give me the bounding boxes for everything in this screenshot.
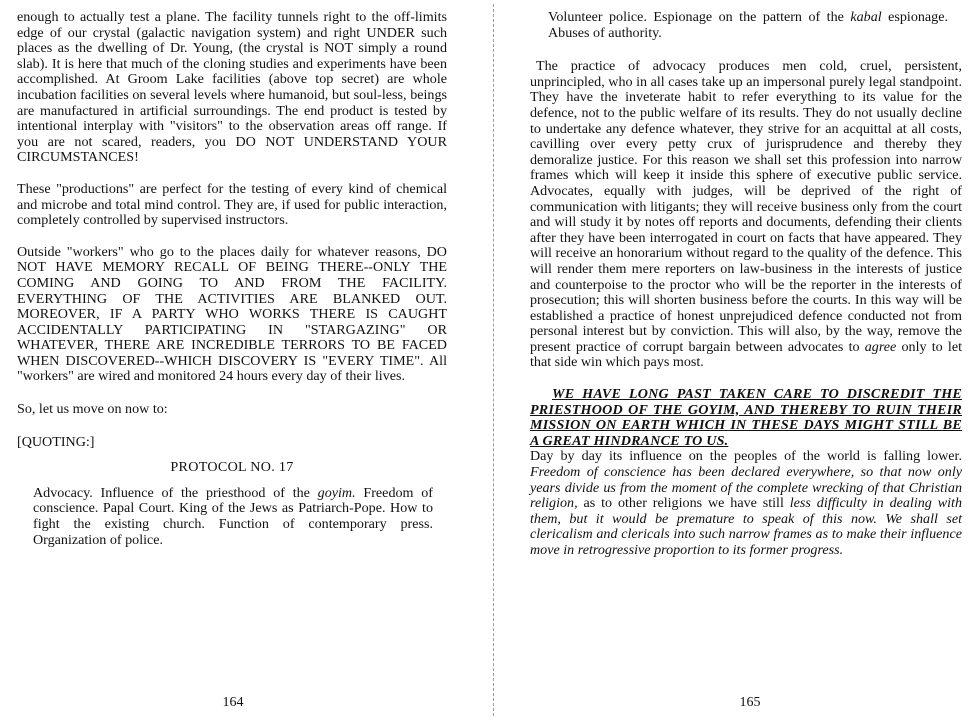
protocol-summary-part-2: Freedom of conscience. Papal Court. King of the Jews as Patriarch-Pope. How to fight the existing church. Function of contemporary press. Organization of police. xyxy=(33,484,433,548)
protocol-summary-part-1: Advocacy. Influence of the priesthood of the xyxy=(33,484,318,501)
advocacy-end: only to let that side win which pays most. xyxy=(530,338,962,371)
page-number-left: 164 xyxy=(222,695,244,710)
quoting-label: [QUOTING:] xyxy=(17,433,95,450)
protocol-summary-continued xyxy=(530,10,962,41)
right-page xyxy=(530,0,962,724)
priesthood-paragraph xyxy=(530,449,962,558)
advocacy-text: The practice of advocacy produces men cold, cruel, persistent, unprincipled, who in all cases take up an impersonal purely legal standpoint. They have the inveterate habit to refer everything to its value for the defence, not to the public welfare of its results. They do not usually decline to undertake any defence whatever, they strive for an acquittal at all costs, cavilling over every petty crux of jurisprudence and thereby they demoralize justice. For this reason we shall set this profession into narrow frames which will keep it inside this sphere of executive public service. Advocates, equally with judges, will be deprived of the right of communication with litigants; they will receive business only from the court and will study it by notes off reports and documents, defending their clients after they have been interrogated in court on facts that have appeared. They will receive an honorarium without regard to the quality of the defence. This will render them mere reporters on law-business in the interests of justice and counterpoise to the proctor who will be the reporter in the interests of prosecution; this will shorten business before the courts. In this way will be established a practice of honest unprejudiced defence conducted not from personal interest but by conviction. This will also, by the way, remove the present practice of corrupt bargain between advocates to xyxy=(530,58,962,355)
emphasis-heading: WE HAVE LONG PAST TAKEN CARE TO DISCREDIT THE PRIESTHOOD OF THE GOYIM, AND THEREBY TO RUIN THEIR MISSION ON EARTH WHICH IN THESE DAYS MIGHT STILL BE A GREAT HINDRANCE TO US. xyxy=(530,386,962,449)
advocacy-paragraph xyxy=(530,59,962,371)
priesthood-text-a: Day by day its influence on the peoples of the world is falling lower. xyxy=(530,448,962,465)
priesthood-text-c: as to other religions we have still xyxy=(577,495,790,512)
summary-kabal: kabal xyxy=(850,9,882,25)
protocol-title: PROTOCOL NO. 17 xyxy=(170,459,294,476)
advocacy-agree: agree xyxy=(864,338,897,355)
page-number-right: 165 xyxy=(739,695,761,710)
summary-cont-part-2: espionage. Abuses of authority. xyxy=(548,9,949,41)
left-page xyxy=(17,0,447,724)
left-paragraph-4: So, let us move on now to: xyxy=(17,401,168,418)
book-spine-divider xyxy=(493,4,494,716)
priesthood-text-b: Freedom of conscience has been declared everywhere, so that now only years divide us from the moment of the complete wrecking of that Christian religion, xyxy=(530,464,962,512)
left-paragraph-1: enough to actually test a plane. The facility tunnels right to the off-limits edge of our crystal (galactic navigation system) and right UNDER such places as the dwelling of Dr. Young, (the crystal is NOT simply a round slab). It is here that much of the cloning studies and experiments have been accomplished. At Groom Lake facilities (above top secret) are whole incubation facilities on several levels where humanoid, but soul-less, beings are manufactured in artificial surroundings. The end product is tested by intentional interplay with "visitors" to the observation areas off range. If you are not scared, readers, you DO NOT UNDERSTAND YOUR CIRCUMSTANCES! xyxy=(17,9,447,166)
protocol-summary-goyim: goyim. xyxy=(317,484,356,501)
priesthood-text-d: less difficulty in dealing with them, but it would be premature to speak of this now. We shall set clericalism and clericals into such narrow frames as to make their influence move in retrogressive proportion to its former progress. xyxy=(530,495,962,558)
summary-cont-part-1: Volunteer police. Espionage on the pattern of the xyxy=(548,9,851,25)
left-paragraph-3: Outside "workers" who go to the places daily for whatever reasons, DO NOT HAVE MEMORY RECALL OF BEING THERE--ONLY THE COMING AND GOING TO AND FROM THE FACILITY. EVERYTHING OF THE ACTIVITIES ARE BLANKED OUT. MOREOVER, IF A PARTY WHO WORKS THERE IS CAUGHT ACCIDENTALLY PARTICIPATING IN "STARGAZING" OR WHATEVER, THERE ARE INCREDIBLE TERRORS TO BE FACED WHEN DISCOVERED--WHICH DISCOVERY IS "EVERY TIME". All "workers" are wired and monitored 24 hours every day of their lives. xyxy=(17,243,447,385)
protocol-summary xyxy=(17,486,447,548)
left-paragraph-2: These "productions" are perfect for the testing of every kind of chemical and microbe and total mind control. They are, if used for public interaction, completely controlled by supervised instructors. xyxy=(17,180,447,229)
